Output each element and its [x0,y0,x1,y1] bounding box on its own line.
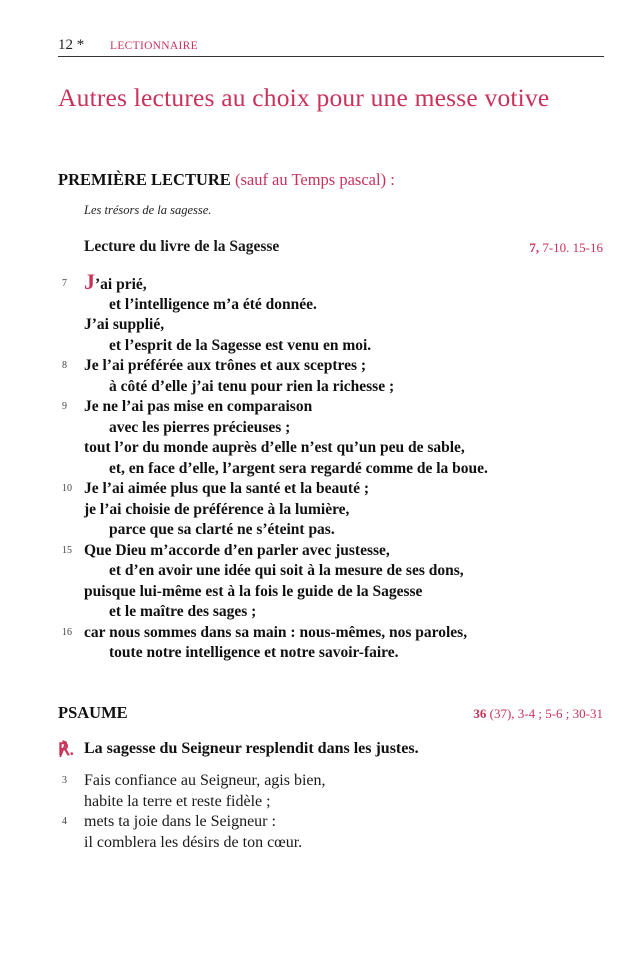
reading-line-text: à côté d’elle j’ai tenu pour rien la richesse ; [109,377,395,395]
psalm-ref-main: 36 [473,706,487,721]
reading-line-text: ’ai prié, [95,276,147,293]
reading-line [109,460,488,478]
psalm-line: habite la terre et reste fidèle ; [84,792,271,810]
reading-line [109,378,394,396]
verse-number: 8 [62,360,67,371]
reading-line-text: tout l’or du monde auprès d’elle n’est qu’un peu de sable, [84,439,465,456]
reading-line [84,271,147,294]
reading-line-text: et d’en avoir une idée qui soit à la mesure de ses dons, [109,562,464,579]
reading-line-text: Je l’ai aimée plus que la santé et la beauté ; [84,480,370,497]
reading-line [109,603,256,621]
reading-line [84,439,465,457]
reading-reference [529,240,603,256]
reading-book: Lecture du livre de la Sagesse [84,238,280,255]
psalm-line: Fais confiance au Seigneur, agis bien, [84,772,326,789]
reading-subtitle: Les trésors de la sagesse. [84,203,212,217]
reading-line [84,542,390,560]
psalm-refrain: La sagesse du Seigneur resplendit dans les justes. [84,740,419,757]
psalm-line: mets ta joie dans le Seigneur : [84,813,276,830]
verse-number: 3 [62,775,67,786]
psalm-line: il comblera les désirs de ton cœur. [84,833,303,851]
psalm-reference [473,706,603,722]
response-symbol: ℟. [58,740,74,759]
running-title: LECTIONNAIRE [110,40,198,52]
reading-line [84,501,349,519]
reading-line [84,480,369,498]
reading-line-text: Que Dieu m’accorde d’en parler avec justesse, [84,541,390,559]
reading-label: PREMIÈRE LECTURE [58,170,231,189]
verse-number: 10 [62,483,72,494]
verse-number: 9 [62,401,67,412]
verse-number: 15 [62,544,72,556]
reading-line [109,337,371,355]
reading-line-text: avec les pierres précieuses ; [109,418,291,436]
reading-line-text: puisque lui-même est à la fois le guide de la Sagesse [84,582,423,600]
reading-line-text: et le maître des sages ; [109,603,257,620]
reading-line-text: et l’esprit de la Sagesse est venu en moi. [109,336,372,354]
reading-heading [58,170,395,190]
reading-line [84,357,366,375]
reading-line [84,398,312,416]
reading-line-text: J’ai supplié, [84,316,165,333]
reading-line [84,583,422,601]
reading-ref-chapter: 7, [529,240,540,255]
page-number: 12 * [58,37,85,53]
reading-line-text: Je ne l’ai pas mise en comparaison [84,398,313,415]
reading-line [109,644,399,662]
page-title: Autres lectures au choix pour une messe votive [58,83,550,112]
reading-line [109,521,335,539]
reading-line-text: toute notre intelligence et notre savoir-faire. [109,644,399,661]
psalm-ref-rest: (37), 3-4 ; 5-6 ; 30-31 [489,706,603,721]
verse-number: 16 [62,626,72,638]
reading-line-text: parce que sa clarté ne s’éteint pas. [109,521,335,538]
drop-cap: J [84,269,95,294]
reading-line [109,296,317,314]
verse-number: 7 [62,278,67,289]
reading-line [109,419,290,437]
reading-line-text: et l’intelligence m’a été donnée. [109,295,317,313]
psalm-heading: PSAUME [58,703,128,722]
verse-number: 4 [62,816,67,827]
reading-line-text: car nous sommes dans sa main : nous-mêmes, nos paroles, [84,623,468,641]
reading-line-text: et, en face d’elle, l’argent sera regardé comme de la boue. [109,459,488,477]
reading-line-text: Je l’ai préférée aux trônes et aux sceptres ; [84,357,367,374]
reading-qualifier: (sauf au Temps pascal) : [234,170,395,189]
reading-line-text: je l’ai choisie de préférence à la lumière, [84,500,350,518]
reading-line [84,624,467,642]
header-divider [58,56,604,57]
reading-ref-verses: 7-10. 15-16 [542,240,603,255]
reading-line [109,562,464,580]
reading-line [84,316,164,334]
